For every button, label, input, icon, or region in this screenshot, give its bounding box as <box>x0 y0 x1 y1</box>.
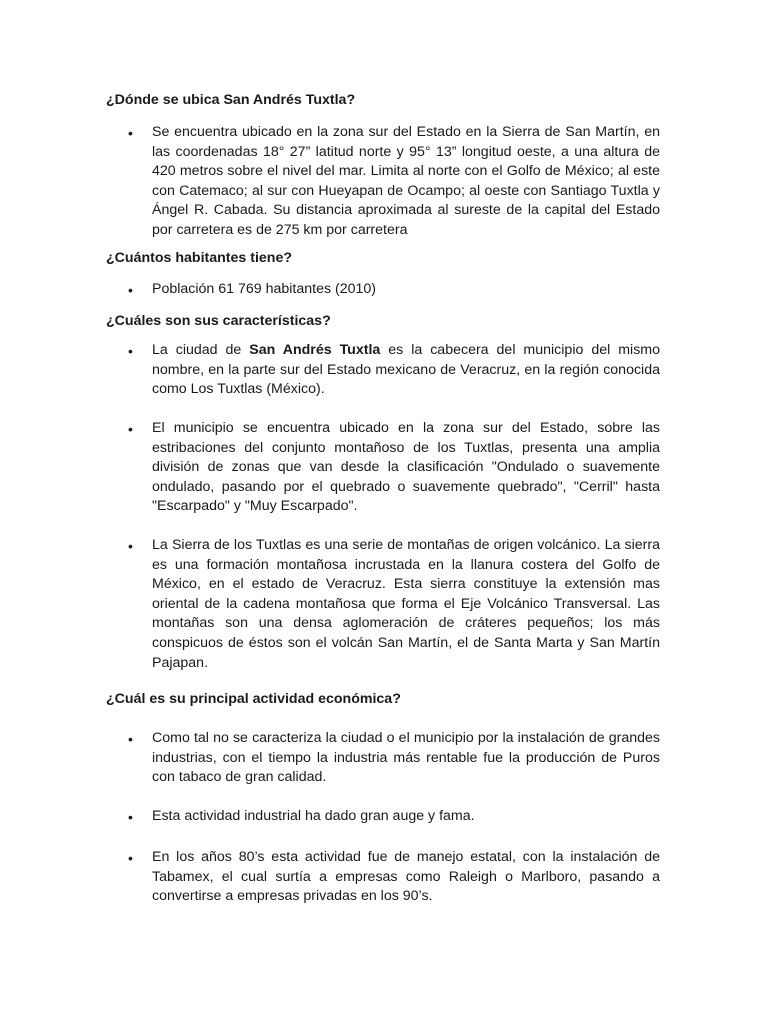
list-item: Como tal no se caracteriza la ciudad o el municipio por la instalación de grandes industrias, con el tiempo la industria más rentable fue la producción de Puros con tabaco de gran calidad. <box>152 730 660 786</box>
list-item <box>152 341 660 400</box>
bullet-icon: • <box>128 421 133 437</box>
bullet-icon: • <box>128 282 133 298</box>
item-prefix: La ciudad de <box>152 342 250 358</box>
list-item: Se encuentra ubicado en la zona sur del Estado en la Sierra de San Martín, en las coordenadas 18° 27” latitud norte y 95° 13” longitud oeste, a una altura de 420 metros sobre el nivel del mar. Limita al norte con el Golfo de México; al este con Catemaco; al sur con Hueyapan de Ocampo; al oeste con Santiago Tuxtla y Ángel R. Cabada. Su distancia aproximada al sureste de la capital del Estado por carretera es de 275 km por carretera <box>152 124 660 238</box>
section-heading: ¿Cuántos habitantes tiene? <box>106 250 293 266</box>
bullet-icon: • <box>128 809 133 825</box>
list-item: Población 61 769 habitantes (2010) <box>152 281 377 297</box>
city-name: San Andrés Tuxtla <box>249 342 381 358</box>
list-item: La Sierra de los Tuxtlas es una serie de montañas de origen volcánico. La sierra es una formación montañosa incrustada en la llanura costera del Golfo de México, en el estado de Veracruz. Esta sierra constituye la extensión mas oriental de la cadena montañosa que forma el Eje Volcánico Transversal. Las montañas son una densa aglomeración de cráteres pequeños; los más conspicuos de éstos son el volcán San Martín, el de Santa Marta y San Martín Pajapan. <box>152 537 660 671</box>
list-item: En los años 80’s esta actividad fue de manejo estatal, con la instalación de Tabamex, el cual surtía a empresas como Raleigh o Marlboro, pasando a convertirse a empresas privadas en los 90’s. <box>152 849 660 905</box>
list-item: El municipio se encuentra ubicado en la zona sur del Estado, sobre las estribaciones del conjunto montañoso de los Tuxtlas, presenta una amplia división de zonas que van desde la clasificación "Ondulado o suavemente ondulado, pasando por el quebrado o suavemente quebrado", "Cerril" hasta "Escarpado" y "Muy Escarpado". <box>152 420 660 515</box>
bullet-icon: • <box>128 850 133 866</box>
section-heading: ¿Dónde se ubica San Andrés Tuxtla? <box>106 92 356 108</box>
bullet-icon: • <box>128 538 133 554</box>
item-text: es la cabecera del municipio del mismo nombre, en la parte sur del Estado mexicano de Veracruz, en la región conocida como Los Tuxtlas (México). <box>152 342 660 398</box>
section-heading: ¿Cuáles son sus características? <box>106 313 331 329</box>
section-heading: ¿Cuál es su principal actividad económica? <box>106 691 401 707</box>
bullet-icon: • <box>128 125 133 141</box>
bullet-icon: • <box>128 731 133 747</box>
list-item: Esta actividad industrial ha dado gran auge y fama. <box>152 808 475 824</box>
bullet-icon: • <box>128 343 133 359</box>
